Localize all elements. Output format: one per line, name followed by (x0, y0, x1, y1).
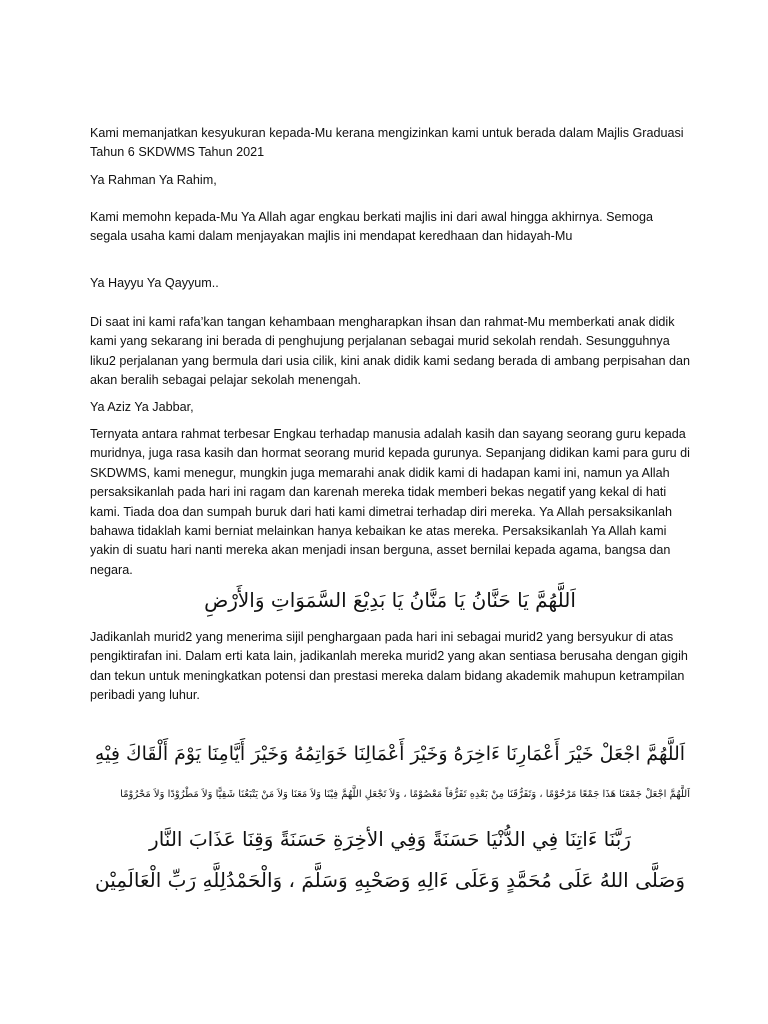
invocation-ya-aziz: Ya Aziz Ya Jabbar, (90, 400, 194, 414)
arabic-doa-rabbana-atina: رَبَّنَا ءَاتِنَا فِي الدُّنْيَا حَسَنَةً وَفِي الأخِرَةِ حَسَنَةً وَقِنَا عَذَابَ النَّار (149, 827, 631, 851)
invocation-ya-hayyu: Ya Hayyu Ya Qayyum.. (90, 276, 219, 290)
paragraph-kasih-sayang-guru: Ternyata antara rahmat terbesar Engkau terhadap manusia adalah kasih dan sayang seorang guru kepada muridnya, juga rasa kasih dan hormat seorang murid kepada gurunya. Sepanjang didikan kami para guru di SKDWMS, kami menegur, mungkin juga memarahi anak didik kami di hadapan kami ini, namun ya Allah persaksikanlah pada hari ini ragam dan karenah mereka tidak memberi bekas negatif yang kekal di hati kami. Tiada doa dan sumpah buruk dari hati kami dimetrai terhadap diri mereka. Ya Allah persaksikanlah bahawa tidaklah kami berniat melainkan hanya kebaikan ke atas mereka. Persaksikanlah Ya Allah kami yakin di suatu hari nanti mereka akan menjadi insan berguna, asset bernilai kepada agama, bangsa dan negara. (90, 427, 690, 577)
arabic-doa-jamana: اَللَّهُمَّ اجْعَلْ جَمْعَنَا هَذَا جَمْعًا مَرْحُوْمًا ، وَتَفَرُّقَنَا مِنْ بَعْدِهِ تَفَرُّقاً مَعْصُوْمًا ، وَلاَ تَجْعَلِ اللَّهُمَّ فِيْنَا وَلاَ مَعَنَا وَلاَ مَنْ يَتْبَعُنَا شَقِيًّا وَلاَ مَطْرُوْدًا وَلاَ مَحْرُوْمًا (120, 789, 690, 800)
intro-paragraph: Kami memanjatkan kesyukuran kepada-Mu kerana mengizinkan kami untuk berada dalam Majlis Graduasi Tahun 6 SKDWMS Tahun 2021 (90, 126, 684, 160)
paragraph-sijil-penghargaan: Jadikanlah murid2 yang menerima sijil penghargaan pada hari ini sebagai murid2 yang bersyukur di atas pengiktirafan ini. Dalam erti kata lain, jadikanlah mereka murid2 yang akan sentiasa berusaha dengan gigih dan tekun untuk meningkatkan potensi dan prestasi mereka dalam bidang akademik mahupun ketrampilan peribadi yang luhur. (90, 630, 688, 703)
arabic-salawat-closing: وَصَلَّى اللهُ عَلَى مُحَمَّدٍ وَعَلَى ءَالِهِ وَصَحْبِهِ وَسَلَّمَ ، وَالْحَمْدُلِلَّهِ رَبِّ الْعَالَمِيْن (94, 868, 686, 892)
invocation-ya-rahman: Ya Rahman Ya Rahim, (90, 173, 217, 187)
paragraph-rafa-kan-tangan: Di saat ini kami rafa’kan tangan kehambaan mengharapkan ihsan dan rahmat-Mu memberkati anak didik kami yang sekarang ini berada di penghujung perjalanan sebagai murid sekolah rendah. Sesungguhnya liku2 perjalanan yang bermula dari usia cilik, kini anak didik kami sedang berada di ambang perpisahan dan akan beralih sebagai pelajar sekolah menengah. (90, 315, 690, 388)
arabic-doa-khaira-amarina: اَللَّهُمَّ اجْعَلْ خَيْرَ أَعْمَارِنَا ءَاخِرَهُ وَخَيْرَ أَعْمَالِنَا خَوَاتِمُهُ وَخَيْرَ أَيَّامِنَا يَوْمَ أَلْقَاكَ فِيْهِ (94, 743, 686, 765)
arabic-doa-hannan: اَللَّهُمَّ يَا حَنَّانُ يَا مَنَّانُ يَا بَدِيْعَ السَّمَوَاتِ وَالأَرْضِ (204, 588, 576, 612)
paragraph-berkati-majlis: Kami memohn kepada-Mu Ya Allah agar engkau berkati majlis ini dari awal hingga akhirnya. Semoga segala usaha kami dalam menjayakan majlis ini mendapat keredhaan dan hidayah-Mu (90, 210, 654, 244)
